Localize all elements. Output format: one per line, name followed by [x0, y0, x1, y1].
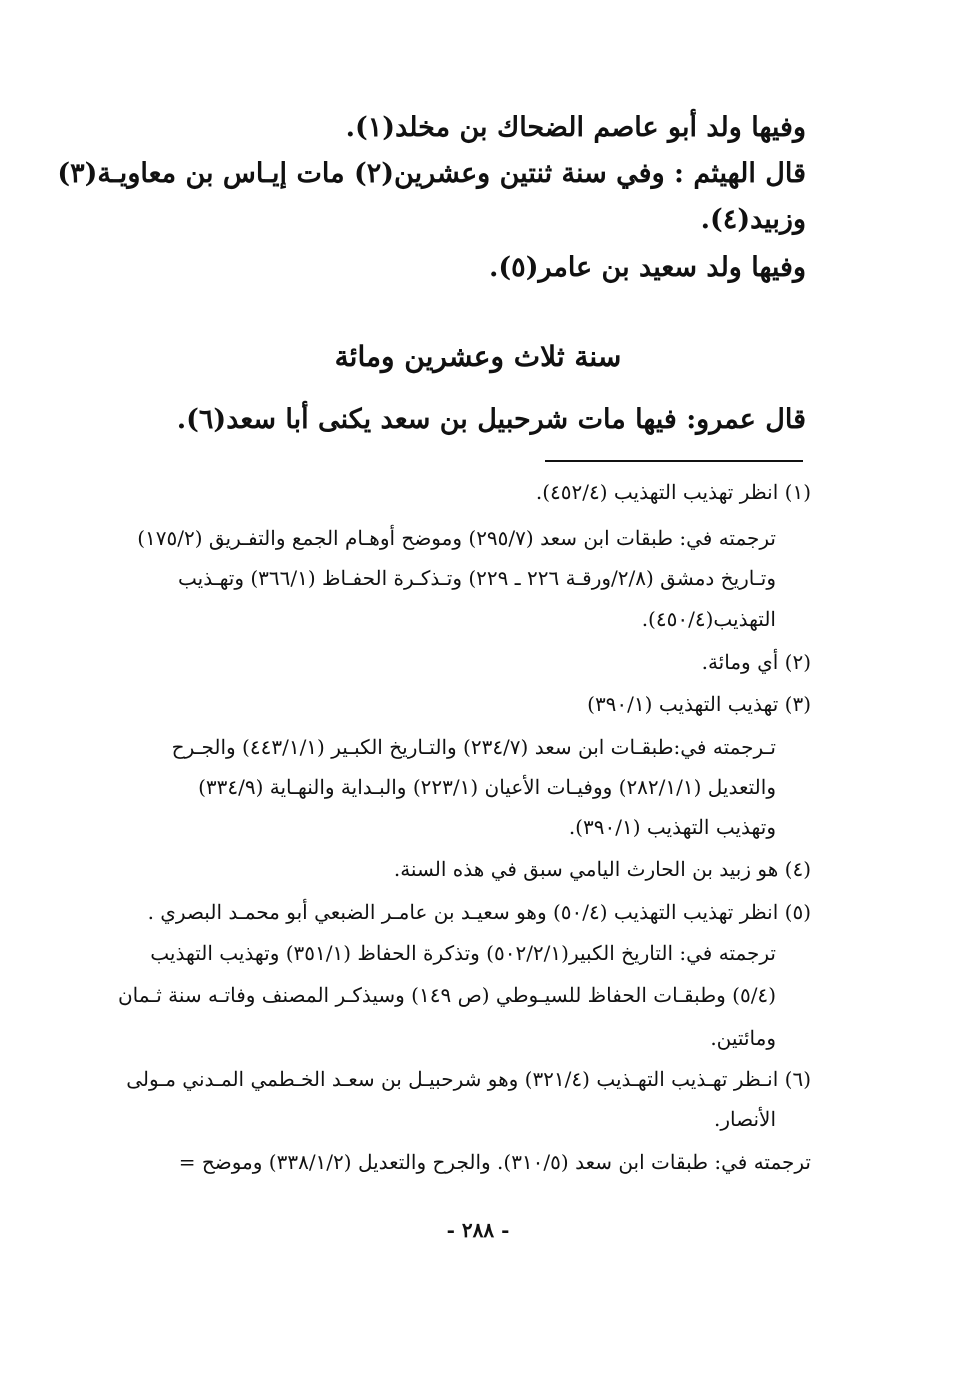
footnote-3-line-3: والتعديل (٢٨٢/١/١) ووفيـات الأعيان (٢٢٣/١) والبـداية والنهـاية (٣٣٤/٩) [198, 775, 776, 799]
footnote-2: (٢) أي ومائة. [701, 650, 811, 674]
section-heading: سنة ثلاث وعشرين ومائة [334, 340, 622, 373]
section-text-line-1: قال عمرو: فيها مات شرحبيل بن سعد يكنى أبا سعد(٦). [176, 404, 806, 435]
footnote-6-line-1: (٦) انـظر تهـذيب التهـذيب (٣٢١/٤) وهو شرحبيـل بن سعـد الخـطمي المـدني مـولى [126, 1067, 811, 1091]
footnote-3-line-1: (٣) تهذيب التهذيب (٣٩٠/١) [587, 692, 811, 716]
footnote-separator [545, 460, 803, 462]
main-text-line-1: وفيها ولد أبو عاصم الضحاك بن مخلد(١). [345, 112, 806, 143]
footnote-1-line-4: التهذيب(٤٥٠/٤). [641, 607, 776, 631]
main-text-line-2: قال الهيثم : وفي سنة ثنتين وعشرين(٢) مات إيـاس بن معاويـة(٣) [57, 158, 806, 189]
footnote-5-line-2: ترجمته في: التاريخ الكبير(٥٠٢/٢/١) وتذكرة الحفاظ (٣٥١/١) وتهذيب التهذيب [150, 941, 776, 965]
page-number: - ٢٨٨ - [446, 1218, 510, 1242]
footnote-1-line-1: (١) انظر تهذيب التهذيب (٤٥٢/٤). [535, 480, 811, 504]
footnote-1-line-3: وتـاريخ دمشق (٢/٨/ورقـة ٢٢٦ ـ ٢٢٩) وتـذكـرة الحفـاظ (٣٦٦/١) وتهـذيب [178, 566, 776, 590]
footnote-3-line-4: وتهذيب التهذيب (٣٩٠/١). [568, 815, 776, 839]
footnote-3-line-2: تـرجمته في:طبقـات ابن سعد (٢٣٤/٧) والتـاريخ الكبـير (٤٤٣/١/١) والجـرح [171, 735, 776, 759]
footnote-5-line-4: ومائتين. [710, 1026, 776, 1050]
footnote-4: (٤) هو زبيد بن الحارث اليامي سبق في هذه السنة. [393, 857, 811, 881]
footnote-6-line-2: الأنصار. [714, 1107, 776, 1131]
main-text-line-4: وفيها ولد سعيد بن عامر(٥). [488, 252, 806, 283]
main-text-line-3: وزبيد(٤). [700, 204, 806, 235]
footnote-5-line-3: (٥/٤) وطبقـات الحفاظ للسيـوطي (ص ١٤٩) وسيذكـر المصنف وفاتـه سنة ثـمان [117, 983, 776, 1007]
footnote-5-line-1: (٥) انظر تهذيب التهذيب (٥٠/٤) وهو سعيـد بن عامـر الضبعي أبو محمـد البصري . [147, 900, 811, 924]
footnote-6-line-3: ترجمته في: طبقات ابن سعد (٣١٠/٥). والجرح والتعديل (٣٣٨/١/٢) وموضح = [178, 1150, 811, 1174]
footnote-1-line-2: ترجمته في: طبقات ابن سعد (٢٩٥/٧) وموضح أوهـام الجمع والتفـريق (١٧٥/٢) [137, 526, 776, 550]
